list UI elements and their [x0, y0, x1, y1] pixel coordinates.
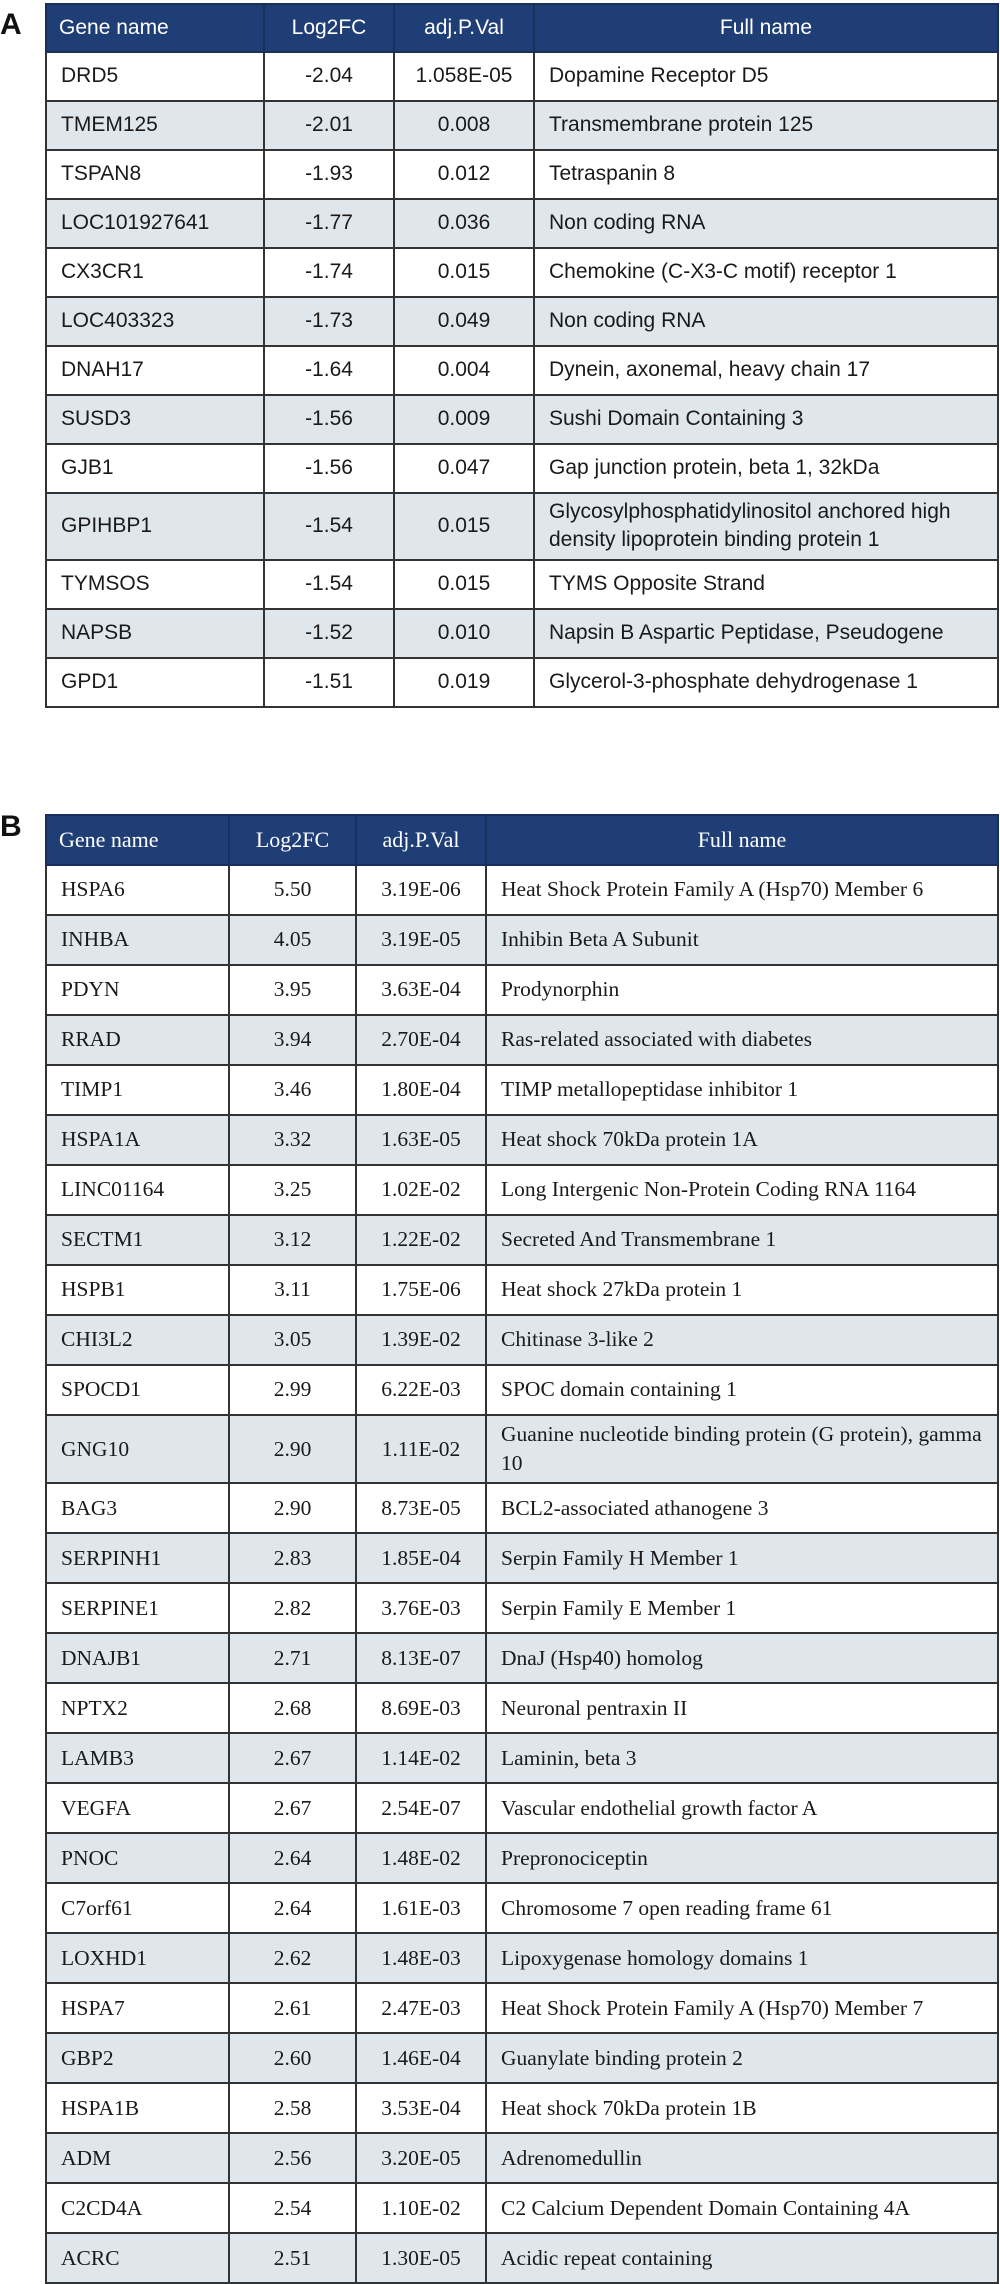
cell-full-name: TYMS Opposite Strand	[534, 560, 998, 609]
table-row	[46, 1533, 998, 1583]
cell-full-name: Vascular endothelial growth factor A	[486, 1783, 998, 1833]
cell-adj-p-val: 0.015	[394, 248, 534, 297]
cell-full-name: Lipoxygenase homology domains 1	[486, 1933, 998, 1983]
cell-gene-name: GBP2	[46, 2033, 229, 2083]
cell-log2fc: 2.67	[229, 1783, 356, 1833]
cell-log2fc: 5.50	[229, 865, 356, 915]
cell-log2fc: 2.83	[229, 1533, 356, 1583]
cell-full-name: SPOC domain containing 1	[486, 1365, 998, 1415]
header-gene-name: Gene name	[46, 815, 229, 865]
cell-gene-name: TIMP1	[46, 1065, 229, 1115]
cell-adj-p-val: 0.015	[394, 560, 534, 609]
cell-full-name: Gap junction protein, beta 1, 32kDa	[534, 444, 998, 493]
cell-log2fc: 3.12	[229, 1215, 356, 1265]
cell-full-name: Serpin Family E Member 1	[486, 1583, 998, 1633]
cell-adj-p-val: 1.46E-04	[356, 2033, 486, 2083]
table-row	[46, 609, 998, 658]
cell-log2fc: 3.11	[229, 1265, 356, 1315]
cell-log2fc: 2.64	[229, 1833, 356, 1883]
table-row	[46, 658, 998, 707]
cell-log2fc: 2.71	[229, 1633, 356, 1683]
cell-adj-p-val: 0.049	[394, 297, 534, 346]
cell-log2fc: 2.67	[229, 1733, 356, 1783]
cell-full-name: Heat shock 70kDa protein 1B	[486, 2083, 998, 2133]
cell-gene-name: GNG10	[46, 1415, 229, 1483]
cell-adj-p-val: 0.008	[394, 101, 534, 150]
cell-gene-name: C7orf61	[46, 1883, 229, 1933]
cell-full-name: Heat Shock Protein Family A (Hsp70) Member 7	[486, 1983, 998, 2033]
cell-log2fc: 2.90	[229, 1483, 356, 1533]
cell-gene-name: NPTX2	[46, 1683, 229, 1733]
cell-full-name: Tetraspanin 8	[534, 150, 998, 199]
cell-gene-name: DRD5	[46, 52, 264, 101]
cell-gene-name: LOC101927641	[46, 199, 264, 248]
table-row	[46, 1833, 998, 1883]
cell-full-name: Chitinase 3-like 2	[486, 1315, 998, 1365]
cell-full-name: Prepronociceptin	[486, 1833, 998, 1883]
cell-adj-p-val: 6.22E-03	[356, 1365, 486, 1415]
cell-log2fc: -1.51	[264, 658, 394, 707]
cell-gene-name: RRAD	[46, 1015, 229, 1065]
table-row	[46, 1733, 998, 1783]
cell-log2fc: 2.62	[229, 1933, 356, 1983]
cell-log2fc: -1.54	[264, 560, 394, 609]
cell-gene-name: SPOCD1	[46, 1365, 229, 1415]
table-row	[46, 2133, 998, 2183]
cell-gene-name: PDYN	[46, 965, 229, 1015]
cell-gene-name: SERPINH1	[46, 1533, 229, 1583]
cell-full-name: Guanine nucleotide binding protein (G protein), gamma 10	[486, 1415, 998, 1483]
cell-log2fc: -1.56	[264, 395, 394, 444]
table-row	[46, 346, 998, 395]
cell-full-name: Guanylate binding protein 2	[486, 2033, 998, 2083]
cell-adj-p-val: 0.015	[394, 493, 534, 560]
cell-adj-p-val: 1.75E-06	[356, 1265, 486, 1315]
cell-log2fc: 2.61	[229, 1983, 356, 2033]
cell-log2fc: 4.05	[229, 915, 356, 965]
cell-adj-p-val: 1.85E-04	[356, 1533, 486, 1583]
cell-gene-name: GPD1	[46, 658, 264, 707]
cell-full-name: DnaJ (Hsp40) homolog	[486, 1633, 998, 1683]
panel-label-a: A	[0, 8, 22, 41]
cell-log2fc: -1.56	[264, 444, 394, 493]
cell-full-name: Heat shock 70kDa protein 1A	[486, 1115, 998, 1165]
table-row	[46, 297, 998, 346]
cell-gene-name: C2CD4A	[46, 2183, 229, 2233]
cell-gene-name: ACRC	[46, 2233, 229, 2283]
cell-log2fc: -1.54	[264, 493, 394, 560]
table-row	[46, 1883, 998, 1933]
table-header-row	[46, 4, 998, 52]
cell-adj-p-val: 0.047	[394, 444, 534, 493]
table-row	[46, 150, 998, 199]
cell-gene-name: TSPAN8	[46, 150, 264, 199]
cell-gene-name: LOXHD1	[46, 1933, 229, 1983]
cell-adj-p-val: 1.48E-03	[356, 1933, 486, 1983]
header-log2fc: Log2FC	[229, 815, 356, 865]
cell-gene-name: CHI3L2	[46, 1315, 229, 1365]
cell-gene-name: HSPA7	[46, 1983, 229, 2033]
cell-log2fc: 2.60	[229, 2033, 356, 2083]
cell-log2fc: -2.04	[264, 52, 394, 101]
cell-log2fc: 3.05	[229, 1315, 356, 1365]
cell-adj-p-val: 1.61E-03	[356, 1883, 486, 1933]
cell-log2fc: -1.64	[264, 346, 394, 395]
cell-log2fc: 2.99	[229, 1365, 356, 1415]
table-row	[46, 560, 998, 609]
table-row	[46, 1215, 998, 1265]
cell-log2fc: 3.95	[229, 965, 356, 1015]
header-gene-name: Gene name	[46, 4, 264, 52]
cell-gene-name: PNOC	[46, 1833, 229, 1883]
cell-gene-name: GPIHBP1	[46, 493, 264, 560]
table-row	[46, 1315, 998, 1365]
cell-full-name: Glycerol-3-phosphate dehydrogenase 1	[534, 658, 998, 707]
cell-full-name: Dopamine Receptor D5	[534, 52, 998, 101]
cell-full-name: Chemokine (C-X3-C motif) receptor 1	[534, 248, 998, 297]
cell-adj-p-val: 3.63E-04	[356, 965, 486, 1015]
table-row	[46, 865, 998, 915]
table-panel-a	[45, 3, 999, 708]
table-row	[46, 493, 998, 560]
cell-gene-name: GJB1	[46, 444, 264, 493]
table-row	[46, 101, 998, 150]
cell-gene-name: TMEM125	[46, 101, 264, 150]
cell-full-name: Chromosome 7 open reading frame 61	[486, 1883, 998, 1933]
cell-log2fc: 2.64	[229, 1883, 356, 1933]
table-row	[46, 1365, 998, 1415]
cell-log2fc: 2.54	[229, 2183, 356, 2233]
table-row	[46, 1015, 998, 1065]
table-header-row	[46, 815, 998, 865]
table-row	[46, 199, 998, 248]
cell-gene-name: SECTM1	[46, 1215, 229, 1265]
cell-gene-name: CX3CR1	[46, 248, 264, 297]
cell-full-name: Non coding RNA	[534, 199, 998, 248]
table-row	[46, 444, 998, 493]
cell-full-name: Sushi Domain Containing 3	[534, 395, 998, 444]
cell-gene-name: SERPINE1	[46, 1583, 229, 1633]
cell-adj-p-val: 1.22E-02	[356, 1215, 486, 1265]
cell-full-name: Long Intergenic Non-Protein Coding RNA 1164	[486, 1165, 998, 1215]
cell-gene-name: TYMSOS	[46, 560, 264, 609]
cell-log2fc: 3.94	[229, 1015, 356, 1065]
cell-adj-p-val: 0.012	[394, 150, 534, 199]
table-row	[46, 1633, 998, 1683]
table-row	[46, 1483, 998, 1533]
cell-full-name: Laminin, beta 3	[486, 1733, 998, 1783]
cell-gene-name: BAG3	[46, 1483, 229, 1533]
cell-full-name: Acidic repeat containing	[486, 2233, 998, 2283]
cell-adj-p-val: 1.30E-05	[356, 2233, 486, 2283]
cell-adj-p-val: 1.14E-02	[356, 1733, 486, 1783]
cell-adj-p-val: 1.02E-02	[356, 1165, 486, 1215]
panel-label-b: B	[0, 810, 22, 843]
table-row	[46, 1115, 998, 1165]
cell-full-name: C2 Calcium Dependent Domain Containing 4A	[486, 2183, 998, 2233]
table-row	[46, 52, 998, 101]
header-log2fc: Log2FC	[264, 4, 394, 52]
table-row	[46, 965, 998, 1015]
cell-gene-name: ADM	[46, 2133, 229, 2183]
cell-adj-p-val: 1.39E-02	[356, 1315, 486, 1365]
table-row	[46, 2083, 998, 2133]
cell-adj-p-val: 8.69E-03	[356, 1683, 486, 1733]
cell-full-name: Neuronal pentraxin II	[486, 1683, 998, 1733]
cell-adj-p-val: 0.009	[394, 395, 534, 444]
cell-full-name: BCL2-associated athanogene 3	[486, 1483, 998, 1533]
cell-adj-p-val: 1.058E-05	[394, 52, 534, 101]
cell-full-name: TIMP metallopeptidase inhibitor 1	[486, 1065, 998, 1115]
table-row	[46, 1783, 998, 1833]
cell-adj-p-val: 3.19E-05	[356, 915, 486, 965]
cell-gene-name: DNAJB1	[46, 1633, 229, 1683]
cell-gene-name: DNAH17	[46, 346, 264, 395]
cell-gene-name: LAMB3	[46, 1733, 229, 1783]
table-row	[46, 1065, 998, 1115]
cell-log2fc: 3.32	[229, 1115, 356, 1165]
cell-gene-name: HSPA6	[46, 865, 229, 915]
cell-adj-p-val: 0.010	[394, 609, 534, 658]
cell-adj-p-val: 3.20E-05	[356, 2133, 486, 2183]
table-row	[46, 1933, 998, 1983]
cell-log2fc: 2.82	[229, 1583, 356, 1633]
cell-gene-name: LINC01164	[46, 1165, 229, 1215]
cell-log2fc: 3.46	[229, 1065, 356, 1115]
table-row	[46, 248, 998, 297]
table-body-b	[46, 865, 998, 2283]
cell-full-name: Serpin Family H Member 1	[486, 1533, 998, 1583]
cell-adj-p-val: 3.76E-03	[356, 1583, 486, 1633]
cell-full-name: Adrenomedullin	[486, 2133, 998, 2183]
cell-full-name: Non coding RNA	[534, 297, 998, 346]
cell-full-name: Dynein, axonemal, heavy chain 17	[534, 346, 998, 395]
cell-gene-name: VEGFA	[46, 1783, 229, 1833]
cell-adj-p-val: 1.10E-02	[356, 2183, 486, 2233]
cell-log2fc: 2.90	[229, 1415, 356, 1483]
table-row	[46, 915, 998, 965]
cell-log2fc: 2.68	[229, 1683, 356, 1733]
cell-adj-p-val: 8.73E-05	[356, 1483, 486, 1533]
table-row	[46, 2183, 998, 2233]
cell-log2fc: -2.01	[264, 101, 394, 150]
cell-gene-name: LOC403323	[46, 297, 264, 346]
cell-full-name: Inhibin Beta A Subunit	[486, 915, 998, 965]
cell-full-name: Secreted And Transmembrane 1	[486, 1215, 998, 1265]
cell-log2fc: 2.56	[229, 2133, 356, 2183]
cell-full-name: Ras-related associated with diabetes	[486, 1015, 998, 1065]
header-adj-p-val: adj.P.Val	[394, 4, 534, 52]
cell-log2fc: -1.74	[264, 248, 394, 297]
cell-adj-p-val: 1.63E-05	[356, 1115, 486, 1165]
cell-log2fc: 3.25	[229, 1165, 356, 1215]
cell-log2fc: -1.52	[264, 609, 394, 658]
cell-full-name: Heat Shock Protein Family A (Hsp70) Member 6	[486, 865, 998, 915]
cell-adj-p-val: 2.70E-04	[356, 1015, 486, 1065]
table-row	[46, 2233, 998, 2283]
cell-gene-name: HSPA1A	[46, 1115, 229, 1165]
cell-full-name: Prodynorphin	[486, 965, 998, 1015]
header-adj-p-val: adj.P.Val	[356, 815, 486, 865]
cell-gene-name: INHBA	[46, 915, 229, 965]
cell-adj-p-val: 2.54E-07	[356, 1783, 486, 1833]
cell-log2fc: 2.51	[229, 2233, 356, 2283]
cell-adj-p-val: 3.19E-06	[356, 865, 486, 915]
table-panel-b	[45, 814, 999, 2284]
cell-full-name: Glycosylphosphatidylinositol anchored high density lipoprotein binding protein 1	[534, 493, 998, 560]
cell-adj-p-val: 1.80E-04	[356, 1065, 486, 1115]
table-row	[46, 1683, 998, 1733]
table-row	[46, 1165, 998, 1215]
cell-gene-name: HSPA1B	[46, 2083, 229, 2133]
header-full-name: Full name	[534, 4, 998, 52]
cell-full-name: Transmembrane protein 125	[534, 101, 998, 150]
cell-log2fc: 2.58	[229, 2083, 356, 2133]
cell-adj-p-val: 0.004	[394, 346, 534, 395]
cell-adj-p-val: 1.48E-02	[356, 1833, 486, 1883]
cell-adj-p-val: 1.11E-02	[356, 1415, 486, 1483]
table-row	[46, 1265, 998, 1315]
cell-log2fc: -1.93	[264, 150, 394, 199]
table-row	[46, 1983, 998, 2033]
table-row	[46, 1415, 998, 1483]
cell-adj-p-val: 0.036	[394, 199, 534, 248]
table-body-a	[46, 52, 998, 707]
cell-adj-p-val: 3.53E-04	[356, 2083, 486, 2133]
header-full-name: Full name	[486, 815, 998, 865]
cell-adj-p-val: 0.019	[394, 658, 534, 707]
cell-log2fc: -1.73	[264, 297, 394, 346]
cell-gene-name: NAPSB	[46, 609, 264, 658]
cell-log2fc: -1.77	[264, 199, 394, 248]
cell-adj-p-val: 8.13E-07	[356, 1633, 486, 1683]
cell-full-name: Napsin B Aspartic Peptidase, Pseudogene	[534, 609, 998, 658]
table-row	[46, 2033, 998, 2083]
cell-adj-p-val: 2.47E-03	[356, 1983, 486, 2033]
cell-full-name: Heat shock 27kDa protein 1	[486, 1265, 998, 1315]
cell-gene-name: SUSD3	[46, 395, 264, 444]
cell-gene-name: HSPB1	[46, 1265, 229, 1315]
table-row	[46, 1583, 998, 1633]
table-row	[46, 395, 998, 444]
